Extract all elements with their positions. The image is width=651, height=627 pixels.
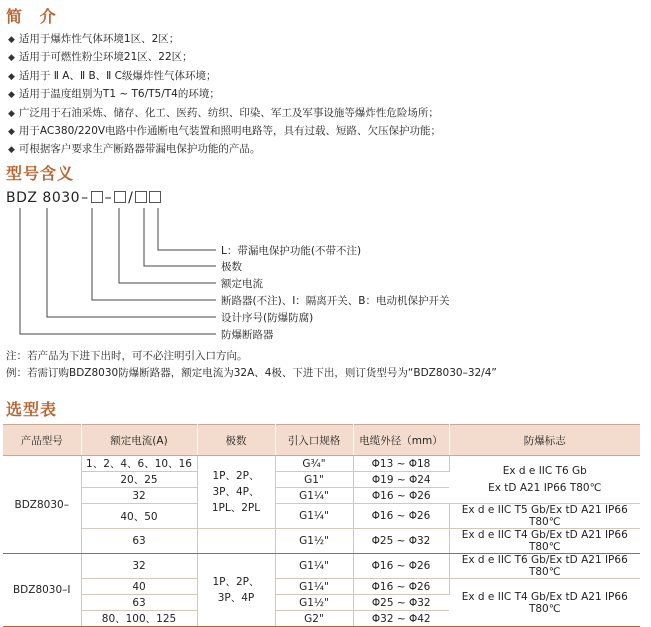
cell-poles: 1P、2P、 3P、4P — [197, 554, 275, 627]
example-text: 例：若需订购BDZ8030防爆断路器，额定电流为32A、4极、下进下出，则订货型号为“BDZ8030–32/4” — [6, 367, 497, 379]
note-text: 注：若产品为下进下出时，可不必注明引入口方向。 — [6, 350, 248, 362]
table-row — [3, 456, 640, 472]
header-model: 产品型号 — [3, 425, 81, 456]
cell-thread: G1¼" — [275, 579, 353, 595]
header-thread: 引入口规格 — [275, 425, 353, 456]
cell-model: BDZ8030– — [3, 456, 81, 554]
bracket-line-leakage — [158, 208, 216, 250]
legend-design: 设计序号(防爆防腐) — [221, 312, 314, 324]
cell-thread: G1¼" — [275, 488, 353, 504]
cell-current: 63 — [81, 529, 197, 554]
intro-bullet: ◆ 适用于 Ⅱ A、Ⅱ B、Ⅱ C级爆炸性气体环境； — [8, 68, 441, 86]
selection-table — [3, 424, 640, 627]
cell-thread: G2" — [275, 611, 353, 627]
bracket-line-poles — [144, 208, 216, 266]
cell-thread: G1¼" — [275, 554, 353, 579]
legend-type: 断路器(不注)、I：隔离开关、B：电动机保护开关 — [221, 295, 450, 307]
cell-current: 40、50 — [81, 504, 197, 529]
legend-product: 防爆断路器 — [221, 329, 274, 341]
cell-cable: Φ16 ~ Φ26 — [353, 488, 449, 504]
cell-mark: Ex d e IIC T4 Gb/Ex tD A21 IP66 T80℃ — [449, 579, 640, 627]
cell-current: 32 — [81, 554, 197, 579]
cell-mark: Ex d e IIC T5 Gb/Ex tD A21 IP66 T80℃ — [449, 504, 640, 529]
legend-poles: 极数 — [221, 261, 242, 273]
cell-poles: 1P、2P、 3P、4P、 1PL、2PL — [197, 456, 275, 529]
cell-thread: G1" — [275, 472, 353, 488]
bracket-line-product — [20, 208, 216, 334]
cell-mark: Ex d e IIC T6 Gb/Ex tD A21 IP66 T80℃ — [449, 554, 640, 579]
cell-thread: G1½" — [275, 595, 353, 611]
model-notes — [6, 348, 497, 382]
intro-bullet: ◆ 广泛用于石油采炼、储存、化工、医药、纺织、印染、军工及军事设施等爆炸性危险场所； — [8, 105, 441, 123]
intro-bullet: ◆ 可根据客户要求生产断路器带漏电保护功能的产品。 — [8, 141, 441, 159]
model-heading: 型号含义 — [6, 164, 75, 183]
model-code-dash: – — [81, 190, 89, 206]
header-poles: 极数 — [197, 425, 275, 456]
cell-current: 1、2、4、6、10、16 — [81, 456, 197, 472]
cell-current: 32 — [81, 488, 197, 504]
header-current: 额定电流(A) — [81, 425, 197, 456]
cell-cable: Φ16 ~ Φ26 — [353, 579, 449, 595]
intro-heading: 简 介 — [6, 7, 62, 26]
cell-current: 80、100、125 — [81, 611, 197, 627]
model-code-dash: – — [104, 190, 113, 206]
bracket-line-design — [47, 208, 216, 317]
table-row — [3, 554, 640, 579]
cell-cable: Φ32 ~ Φ42 — [353, 611, 449, 627]
bracket-line-type — [92, 208, 216, 300]
legend-current: 额定电流 — [221, 278, 263, 290]
table-row — [3, 504, 640, 529]
bracket-line-current — [119, 208, 216, 283]
cell-thread: G1¼" — [275, 504, 353, 529]
model-code-slash: / — [128, 190, 134, 206]
cell-cable: Φ25 ~ Φ32 — [353, 529, 449, 554]
table-header-row — [3, 425, 640, 456]
header-cable: 电缆外径（mm） — [353, 425, 449, 456]
legend-leakage: L：带漏电保护功能(不带不注) — [221, 245, 362, 257]
model-code-prefix: BDZ 8030 — [6, 190, 81, 206]
cell-current: 20、25 — [81, 472, 197, 488]
cell-model: BDZ8030–I — [3, 554, 81, 627]
cell-mark: Ex d e IIC T4 Gb/Ex tD A21 IP66 T80℃ — [449, 529, 640, 554]
cell-cable: Φ16 ~ Φ26 — [353, 554, 449, 579]
cell-thread: G¾" — [275, 456, 353, 472]
cell-mark: Ex d e IIC T6 Gb Ex tD A21 IP66 T80℃ — [449, 456, 640, 504]
intro-bullet: ◆ 适用于爆炸性气体环境1区、2区； — [8, 31, 441, 49]
cell-cable: Φ16 ~ Φ26 — [353, 504, 449, 529]
table-heading: 选型表 — [6, 400, 58, 419]
cell-thread: G1½" — [275, 529, 353, 554]
cell-cable: Φ13 ~ Φ18 — [353, 456, 449, 472]
header-mark: 防爆标志 — [449, 425, 640, 456]
cell-current: 63 — [81, 595, 197, 611]
intro-bullet: ◆ 适用于温度组别为T1 ~ T6/T5/T4的环境； — [8, 86, 441, 104]
intro-bullet: ◆ 用于AC380/220V电路中作通断电气装置和照明电路等，具有过载、短路、欠压保护功能； — [8, 123, 441, 141]
table-row — [3, 579, 640, 595]
cell-cable: Φ19 ~ Φ24 — [353, 472, 449, 488]
cell-poles — [197, 529, 275, 554]
cell-cable: Φ25 ~ Φ32 — [353, 595, 449, 611]
intro-bullet: ◆ 适用于可燃性粉尘环境21区、22区； — [8, 49, 441, 67]
cell-current: 40 — [81, 579, 197, 595]
table-row — [3, 529, 640, 554]
